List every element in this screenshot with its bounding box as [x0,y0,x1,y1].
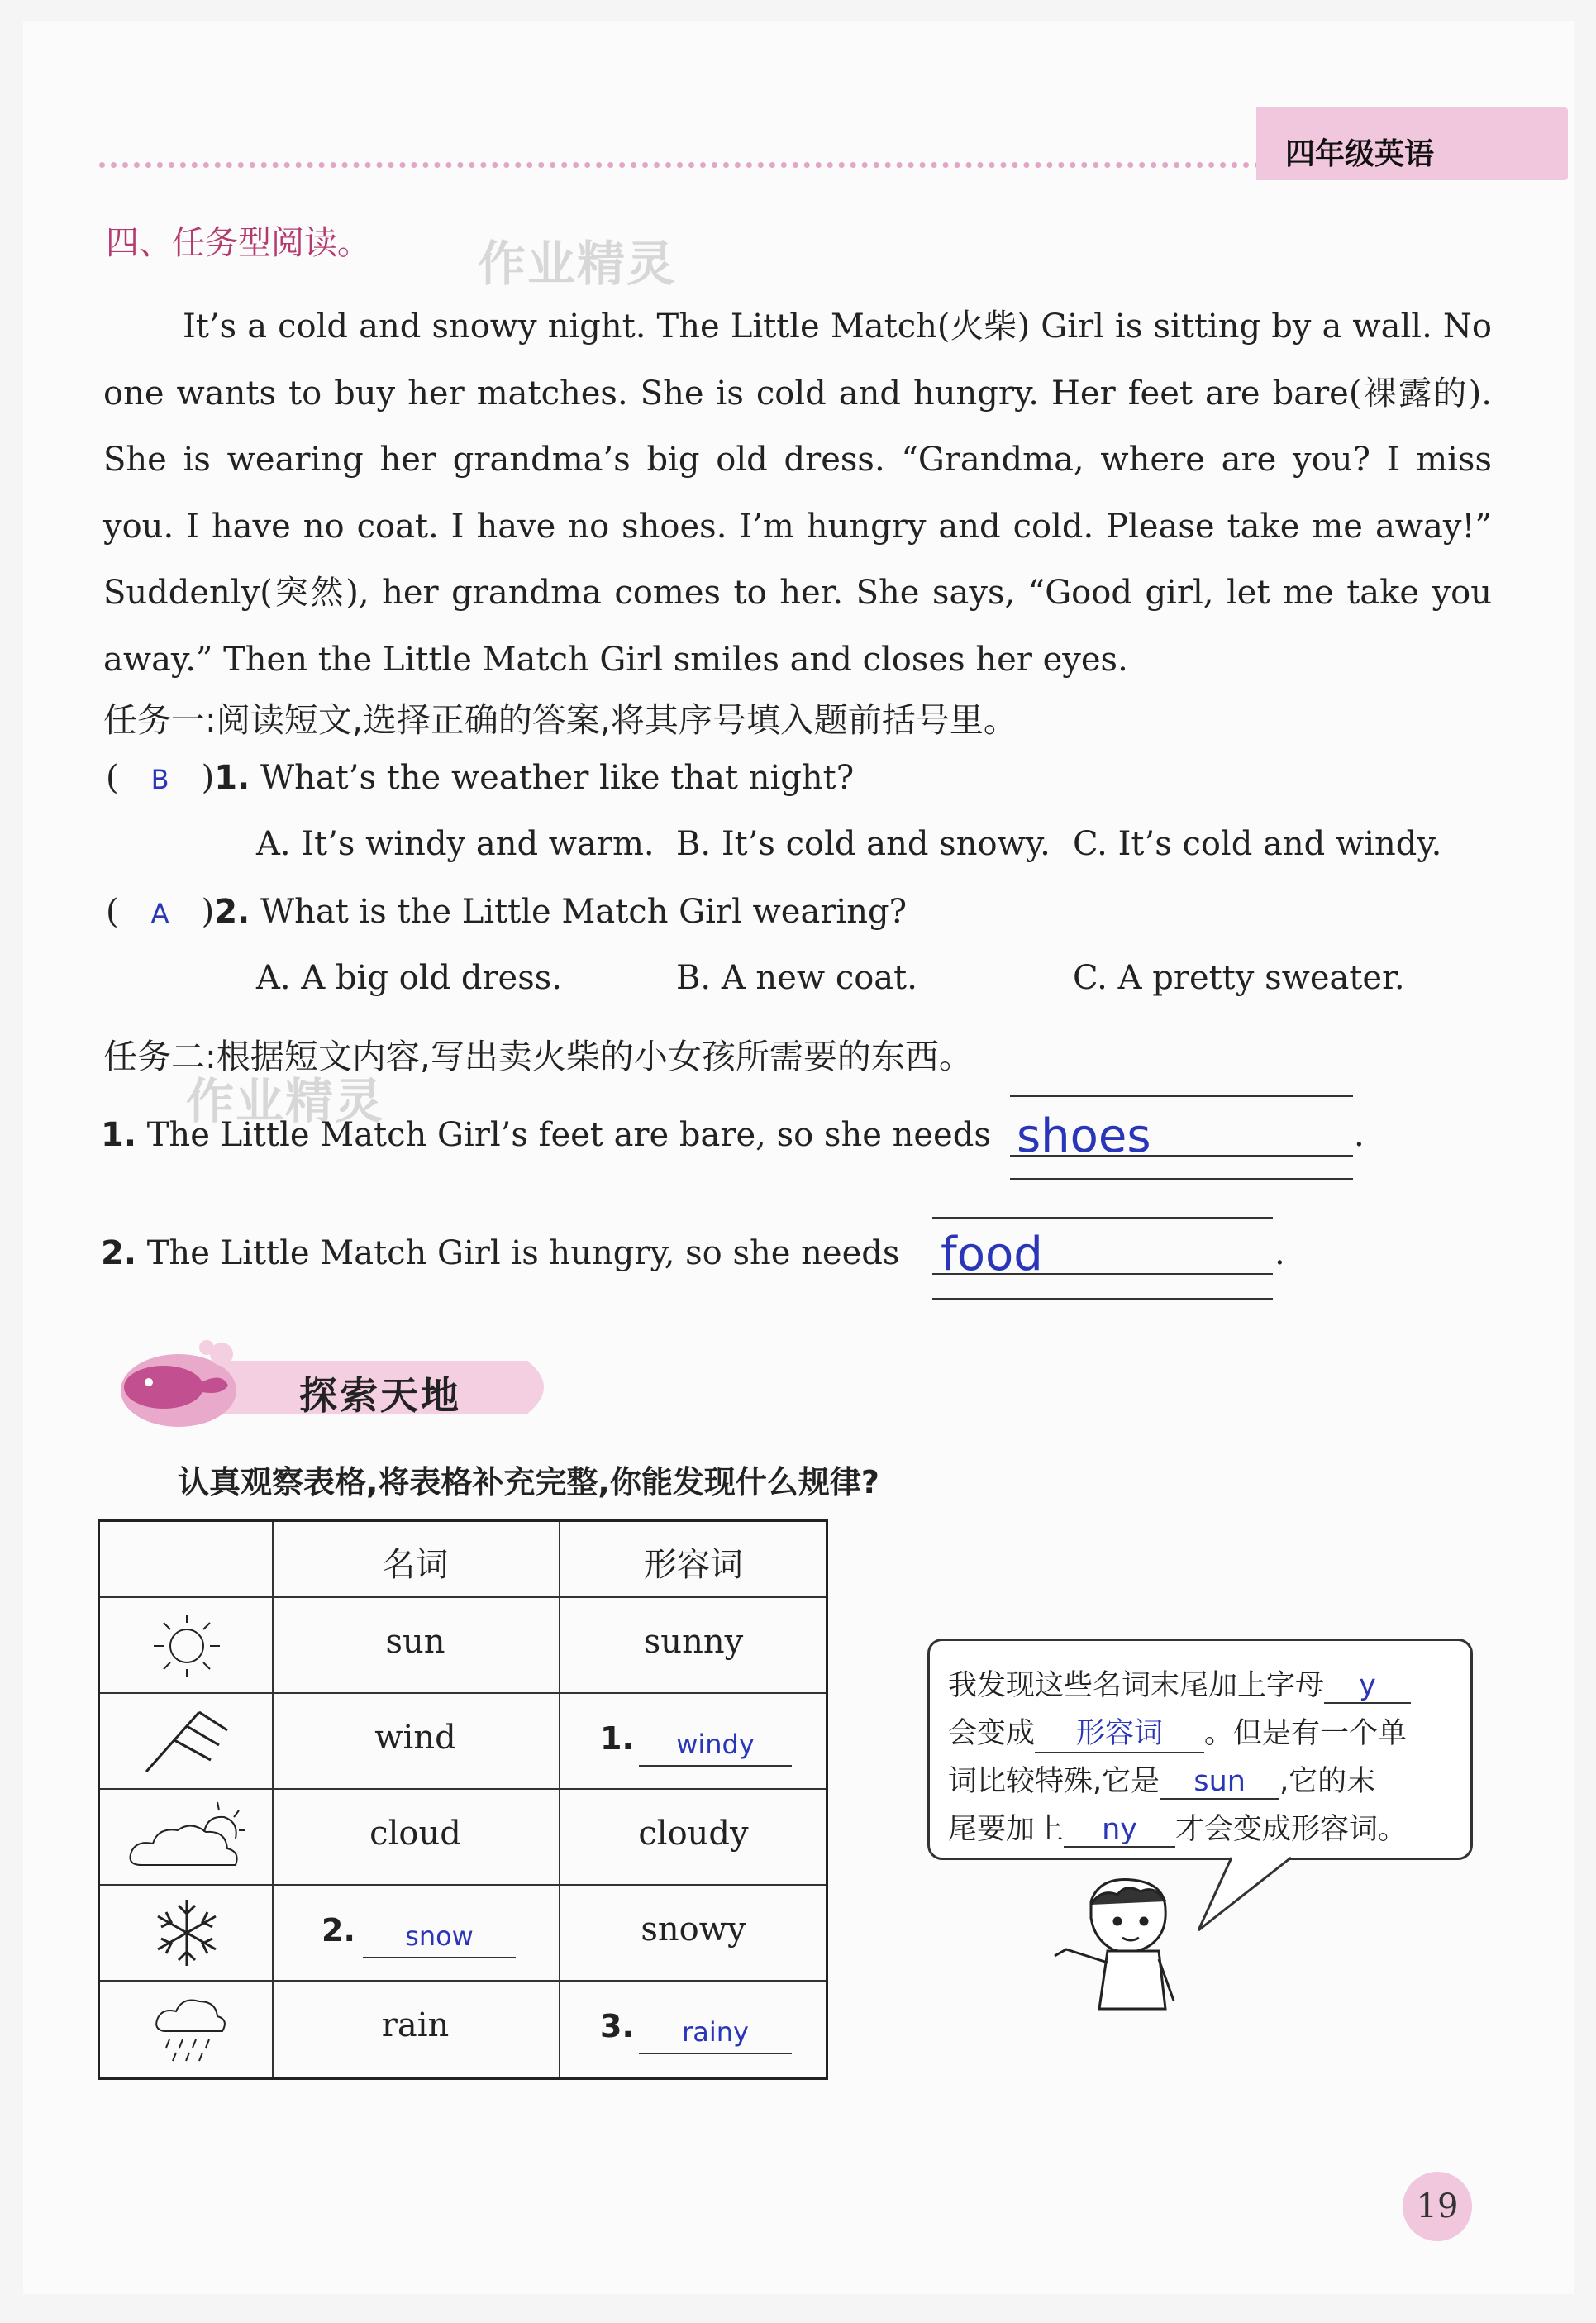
handwritten-answer: snow [405,1920,474,1952]
bubble-blank: y [1324,1669,1411,1704]
answer-letter: A [150,898,169,929]
passage-paragraph: It’s a cold and snowy night. The Little Match(火柴) Girl is sitting by a wall. No one wants to buy her matches. She is cold and hungry. Her feet are bare(裸露的). She is wearing her grandma’s big old dress. “Grandma, where are you? I miss you. I have no coat. I have no shoes. I’m hungry and cold. Please take me away!” Suddenly(突然), her grandma comes to her. She says, “Good girl, let me take you away.” Then the Little Match Girl smiles and closes her eyes. [103,308,1492,679]
explore-title: 探索天地 [299,1373,461,1418]
watermark: 作业精灵 [478,236,677,292]
header-dotted-rule [99,162,1273,168]
adjective-cell: sunny [643,1623,744,1661]
wind-icon [141,1705,232,1775]
handwritten-answer: rainy [682,2016,749,2048]
item-text: The Little Match Girl’s feet are bare, so she needs [146,1116,991,1154]
option-b: B. A new coat. [676,959,917,997]
adjective-cell: snowy [641,1910,746,1949]
writing-line [639,1765,792,1767]
question-text: What is the Little Match Girl wearing? [260,893,908,931]
explore-instruction: 认真观察表格,将表格补充完整,你能发现什么规律? [178,1464,879,1500]
writing-line [363,1957,516,1958]
header-label: 四年级英语 [1285,137,1435,171]
bubble-text: 尾要加上 [948,1813,1065,1846]
period: . [1274,1234,1285,1272]
writing-line [1010,1178,1353,1180]
option-c: C. A pretty sweater. [1073,959,1405,997]
item-number: 1. [101,1116,137,1154]
blank-number: 2. [322,1912,355,1949]
answer-letter: B [150,764,169,795]
section-title: 四、任务型阅读。 [106,224,370,262]
snow-icon [150,1896,224,1970]
option-a: A. A big old dress. [256,959,562,997]
noun-cell: sun [385,1623,445,1661]
cloud-icon [125,1799,249,1873]
item-number: 2. [101,1234,137,1272]
bubble-line-1 [948,1662,1411,1704]
item-text: The Little Match Girl is hungry, so she needs [146,1234,900,1272]
bubble-blank: 形容词 [1035,1710,1204,1753]
sun-icon [145,1611,228,1681]
header-noun: 名词 [382,1546,449,1584]
blank-number: 3. [600,2008,634,2044]
table-hline [100,1884,826,1886]
noun-cell: rain [381,2006,450,2044]
table-vline [272,1522,274,2077]
bubble-text: 词比较特殊,它是 [948,1765,1160,1798]
table-hline [100,1980,826,1982]
task1-instruction: 任务一:阅读短文,选择正确的答案,将其序号填入题前括号里。 [103,700,1017,740]
handwritten-answer: windy [676,1729,755,1760]
paren-open: ( [106,893,119,931]
bubble-blank: sun [1160,1765,1279,1800]
watermark: 作业精灵 [186,1073,385,1129]
reading-passage [103,293,1492,693]
period: . [1354,1116,1365,1154]
paren-close: ) [201,893,215,931]
writing-line [1010,1095,1353,1097]
bubble-text: 才会变成形容词。 [1175,1813,1408,1846]
fill-item-1 [101,1116,991,1154]
speech-bubble [927,1639,1473,1860]
handwritten-answer: food [941,1228,1043,1281]
boy-illustration [1050,1877,1198,2042]
paren-open: ( [106,759,119,797]
writing-line [639,2053,792,2054]
question-2 [106,893,907,931]
writing-line [932,1217,1273,1219]
question-number: 2. [214,893,250,931]
question-number: 1. [214,759,250,797]
blank-number: 1. [600,1720,634,1757]
option-c: C. It’s cold and windy. [1073,825,1442,863]
bubble-text: 。但是有一个单 [1204,1717,1408,1750]
noun-adjective-table [98,1519,828,2080]
bubble-text: 会变成 [948,1717,1036,1750]
page-number: 19 [1403,2172,1472,2241]
adjective-cell: cloudy [638,1815,749,1853]
bubble-text: 我发现这些名词末尾加上字母 [948,1669,1325,1702]
question-text: What’s the weather like that night? [260,759,855,797]
task2-instruction: 任务二:根据短文内容,写出卖火柴的小女孩所需要的东西。 [103,1037,973,1076]
noun-cell: cloud [369,1815,461,1853]
table-hline [100,1596,826,1598]
bubble-blank: ny [1064,1813,1175,1848]
option-b: B. It’s cold and snowy. [676,825,1051,863]
table-vline [559,1522,560,2077]
question-1 [106,759,854,797]
table-hline [100,1692,826,1694]
table-hline [100,1788,826,1790]
paren-close: ) [201,759,215,797]
option-a: A. It’s windy and warm. [256,825,655,863]
rain-icon [150,1990,232,2073]
bubble-tail [1198,1856,1298,1939]
bubble-line-3 [948,1758,1375,1800]
fill-item-2 [101,1234,899,1272]
header-adjective: 形容词 [644,1546,743,1584]
noun-cell: wind [374,1719,456,1757]
bubble-line-2 [948,1710,1407,1753]
writing-line [932,1298,1273,1300]
handwritten-answer: shoes [1017,1109,1151,1163]
bubble-line-4 [948,1806,1407,1848]
bubble-text: ,它的末 [1279,1765,1376,1798]
